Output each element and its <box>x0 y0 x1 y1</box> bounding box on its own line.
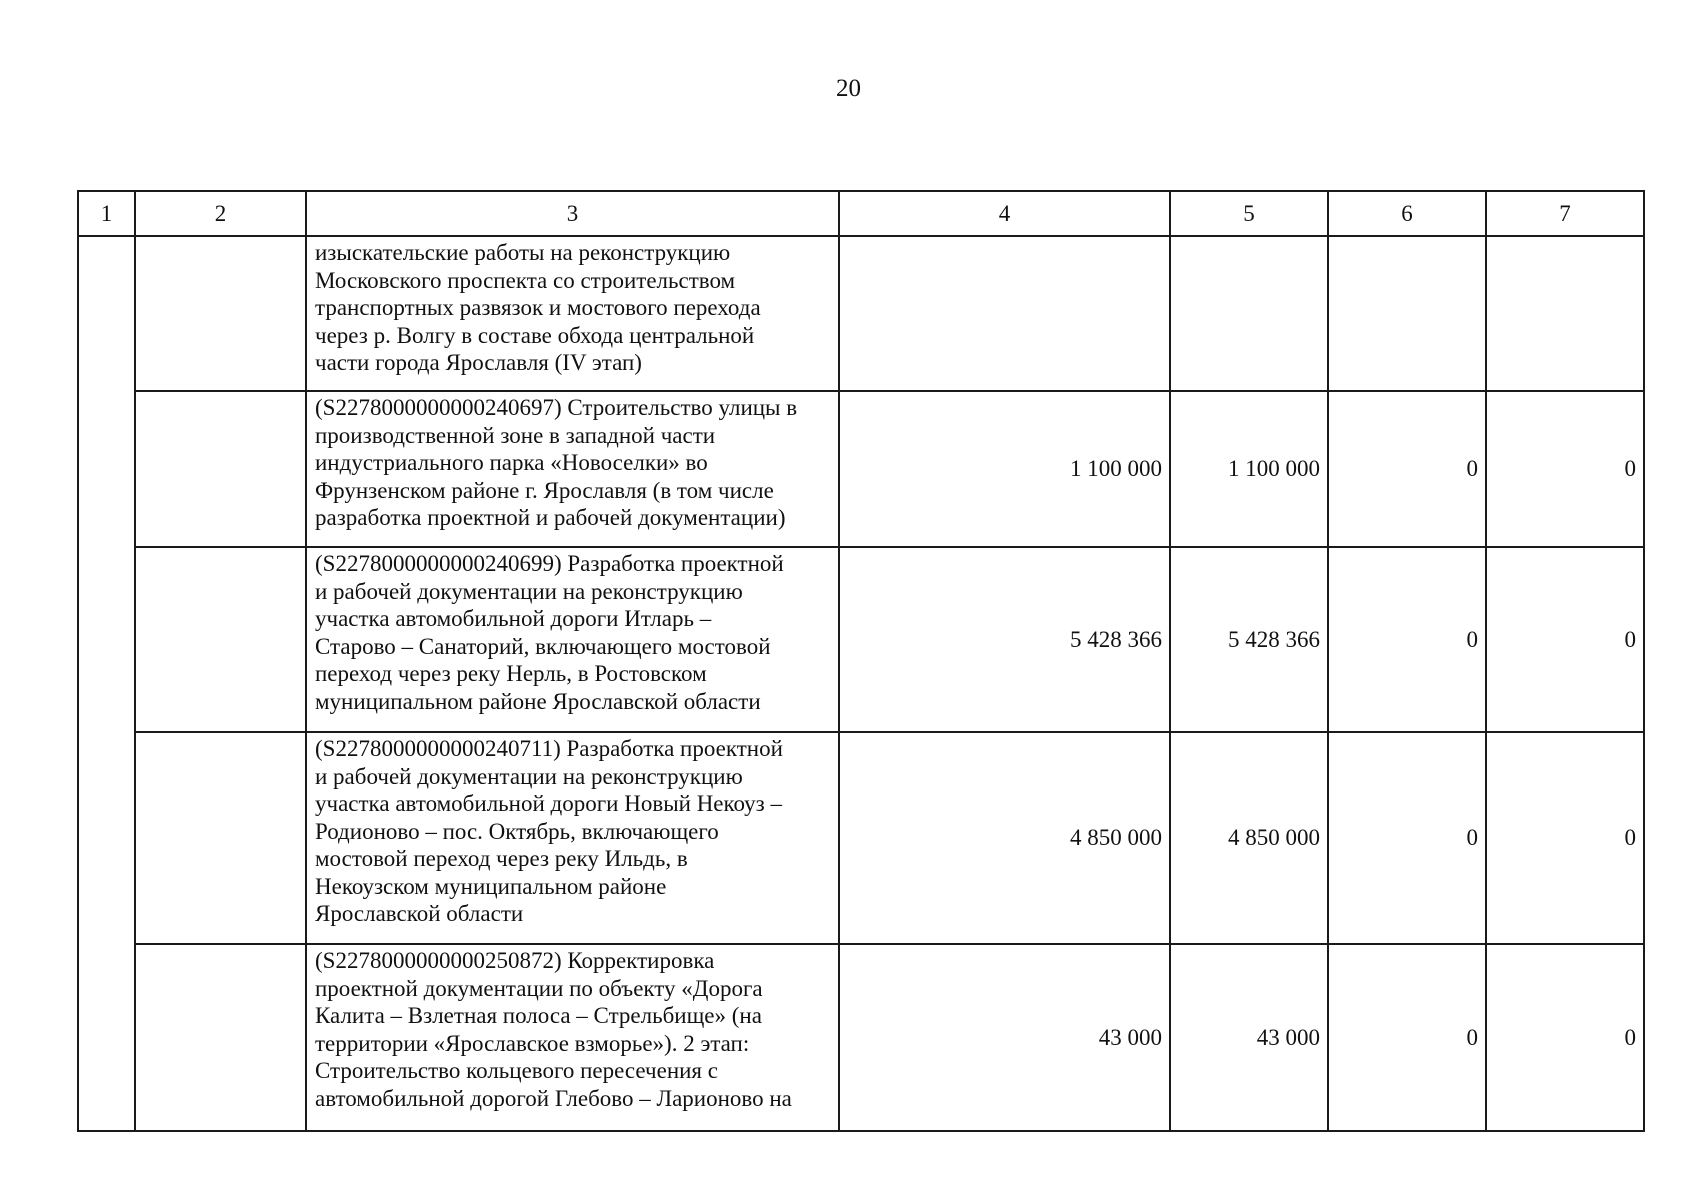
table-cell-col7: 0 <box>1486 391 1644 547</box>
table-cell-col4: 43 000 <box>839 944 1170 1131</box>
description-line: Родионово – пос. Октябрь, включающего <box>315 818 719 844</box>
description-line: проектной документации по объекту «Дорога <box>315 975 763 1001</box>
table-row <box>78 236 1644 391</box>
header-col-6: 6 <box>1328 191 1486 236</box>
description-line: (S2278000000000240711) Разработка проектной <box>315 736 783 761</box>
header-col-4: 4 <box>839 191 1170 236</box>
description-line: (S2278000000000250872) Корректировка <box>315 948 715 973</box>
table-cell-col4 <box>839 236 1170 391</box>
description-line: участка автомобильной дороги Итларь – <box>315 606 712 631</box>
table-cell-col2 <box>135 732 306 944</box>
table-cell-col6: 0 <box>1328 944 1486 1131</box>
table-cell-col4: 5 428 366 <box>839 547 1170 732</box>
description-line: транспортных развязок и мостового перехода <box>315 295 761 320</box>
table-cell-description <box>306 732 839 944</box>
table-cell-col5: 5 428 366 <box>1170 547 1328 732</box>
table-cell-col5: 1 100 000 <box>1170 391 1328 547</box>
table-row <box>78 944 1644 1131</box>
table-cell-col6: 0 <box>1328 391 1486 547</box>
table-row <box>78 732 1644 944</box>
description-line: участка автомобильной дороги Новый Некоуз – <box>315 791 782 816</box>
header-col-5: 5 <box>1170 191 1328 236</box>
description-line: муниципальном районе Ярославской области <box>315 688 761 714</box>
description-line: части города Ярославля (IV этап) <box>315 350 642 375</box>
description-line: Ярославской области <box>315 901 524 926</box>
description-line: разработка проектной и рабочей документации) <box>315 505 786 530</box>
table-cell-col4: 1 100 000 <box>839 391 1170 547</box>
description-line: изыскательские работы на реконструкцию <box>315 240 731 265</box>
table-cell-col7: 0 <box>1486 547 1644 732</box>
description-line: через р. Волгу в составе обхода центральной <box>315 322 755 348</box>
table-cell-col2 <box>135 547 306 732</box>
description-line: и рабочей документации на реконструкцию <box>315 763 743 789</box>
table-cell-col7 <box>1486 236 1644 391</box>
description-line: Московского проспекта со строительством <box>315 267 736 293</box>
header-col-7: 7 <box>1486 191 1644 236</box>
table-header-row <box>78 191 1644 236</box>
header-col-1: 1 <box>78 191 135 236</box>
description-line: (S2278000000000240699) Разработка проектной <box>315 551 784 576</box>
table-cell-col5: 43 000 <box>1170 944 1328 1131</box>
table-cell-col7: 0 <box>1486 944 1644 1131</box>
table-cell-col6: 0 <box>1328 732 1486 944</box>
merged-cell-col1 <box>78 236 135 1131</box>
table-cell-description <box>306 236 839 391</box>
header-col-3: 3 <box>306 191 839 236</box>
description-line: (S2278000000000240697) Строительство улицы в <box>315 395 798 420</box>
table-row <box>78 391 1644 547</box>
budget-table <box>77 190 1645 1132</box>
description-line: мостовой переход через реку Ильдь, в <box>315 846 688 871</box>
description-line: переход через реку Нерль, в Ростовском <box>315 661 707 686</box>
table-cell-col5: 4 850 000 <box>1170 732 1328 944</box>
table-cell-col2 <box>135 391 306 547</box>
table-cell-description <box>306 944 839 1131</box>
description-line: Строительство кольцевого пересечения с <box>315 1058 718 1083</box>
description-line: Калита – Взлетная полоса – Стрельбище» (на <box>315 1003 762 1028</box>
description-line: и рабочей документации на реконструкцию <box>315 578 743 604</box>
table-cell-description <box>306 391 839 547</box>
table-cell-col2 <box>135 236 306 391</box>
description-line: автомобильной дорогой Глебово – Ларионово на <box>315 1085 792 1111</box>
table-cell-description <box>306 547 839 732</box>
table-row <box>78 547 1644 732</box>
table-cell-col5 <box>1170 236 1328 391</box>
description-line: производственной зоне в западной части <box>315 422 716 448</box>
table-cell-col2 <box>135 944 306 1131</box>
description-line: Некоузском муниципальном районе <box>315 873 667 899</box>
description-line: индустриального парка «Новоселки» во <box>315 450 708 475</box>
table-cell-col6 <box>1328 236 1486 391</box>
description-line: Старово – Санаторий, включающего мостовой <box>315 633 771 659</box>
header-col-2: 2 <box>135 191 306 236</box>
description-line: территории «Ярославское взморье»). 2 этап: <box>315 1030 750 1056</box>
table-cell-col4: 4 850 000 <box>839 732 1170 944</box>
table-cell-col7: 0 <box>1486 732 1644 944</box>
table-cell-col6: 0 <box>1328 547 1486 732</box>
page-number: 20 <box>836 75 861 102</box>
description-line: Фрунзенском районе г. Ярославля (в том числе <box>315 477 774 503</box>
